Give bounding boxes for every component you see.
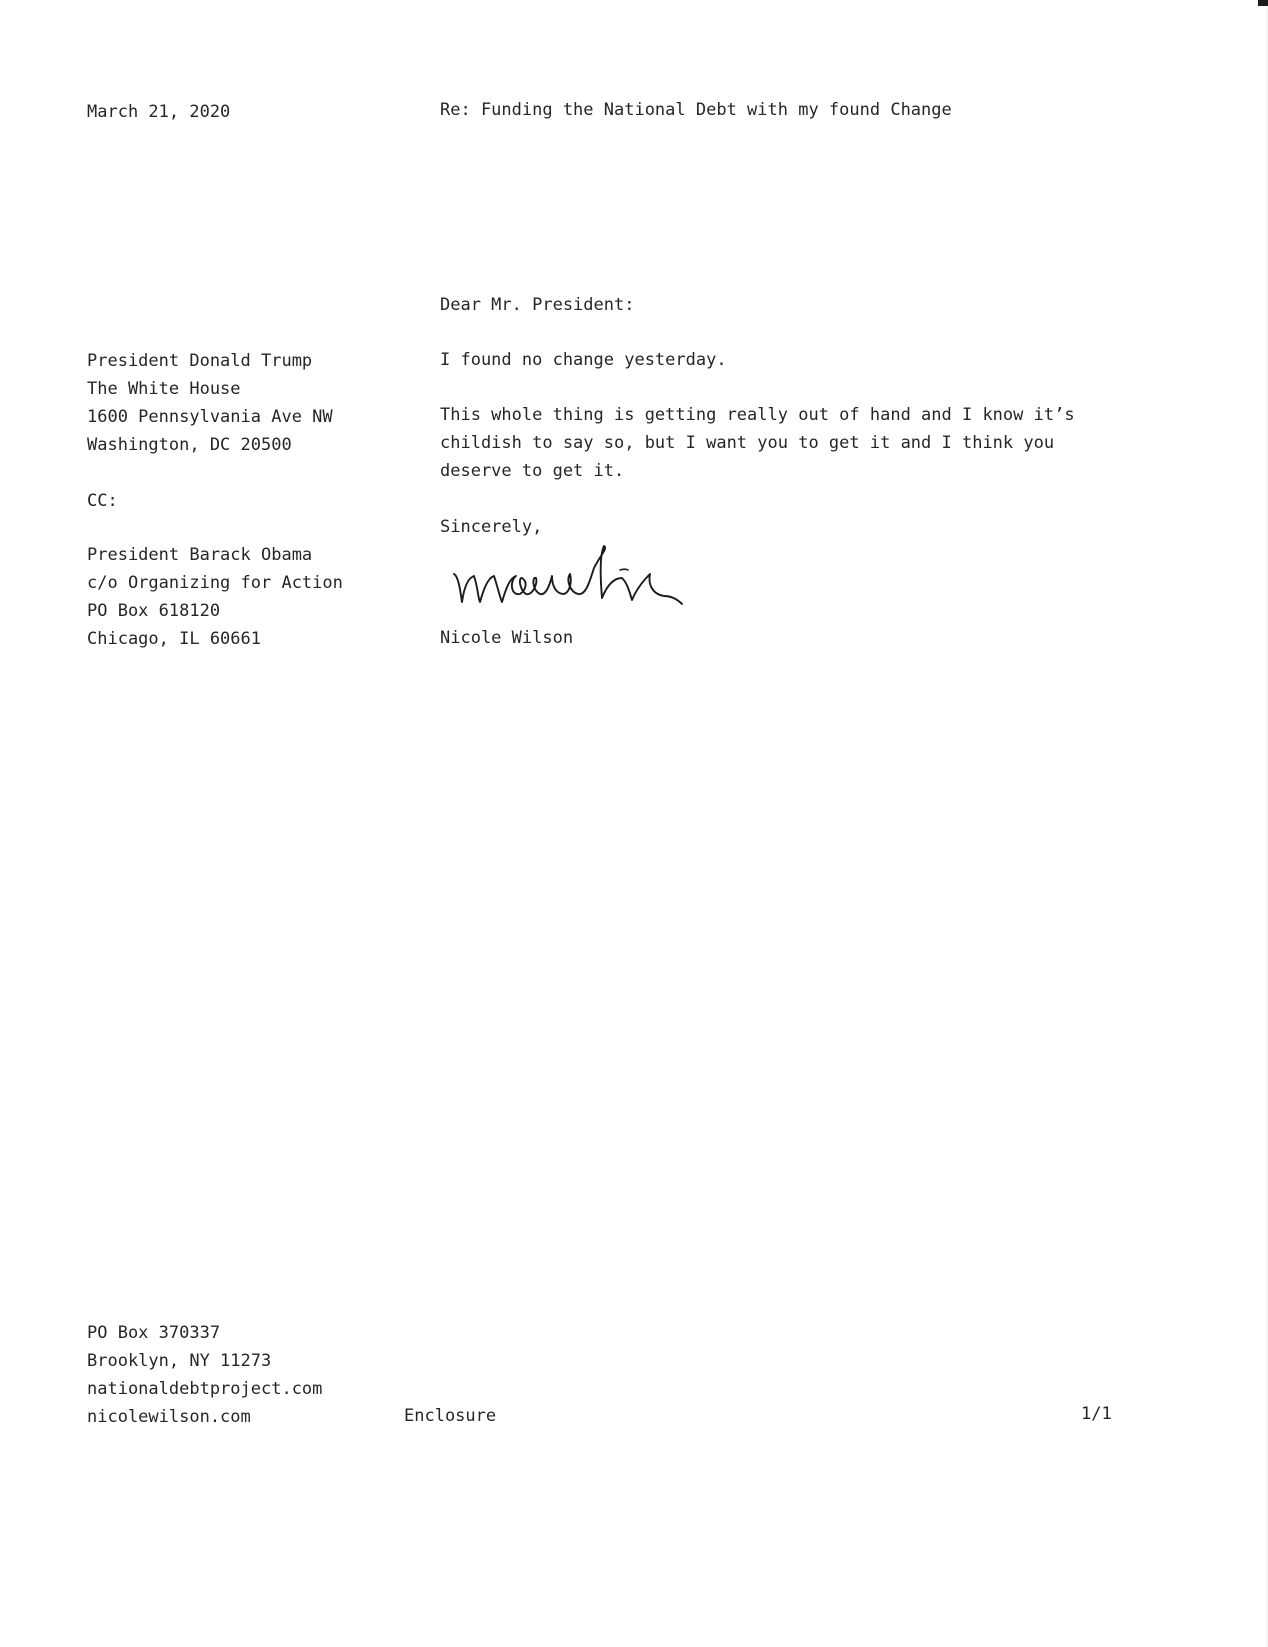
enclosure-note: Enclosure: [404, 1406, 497, 1426]
footer-po-box: PO Box 370337: [87, 1323, 221, 1343]
cc-name: President Barack Obama: [87, 545, 313, 565]
recipient-name: President Donald Trump: [87, 351, 313, 371]
signature-stroke: [454, 546, 682, 604]
signature-name: Nicole Wilson: [440, 628, 574, 648]
body-paragraph-2: [440, 401, 1075, 485]
body-paragraph-line: This whole thing is getting really out of hand and I know it’s: [440, 405, 1075, 425]
recipient-address-line: 1600 Pennsylvania Ave NW: [87, 407, 333, 427]
footer-address-block: [87, 1319, 322, 1431]
recipient-address-block: [87, 347, 333, 459]
letter-subject: Re: Funding the National Debt with my found Change: [440, 100, 952, 120]
cc-label: CC:: [87, 491, 118, 511]
handwritten-signature: [452, 544, 684, 614]
body-paragraph-line: childish to say so, but I want you to get it and I think you: [440, 433, 1055, 453]
cc-address-block: [87, 541, 343, 653]
footer-website-link: nicolewilson.com: [87, 1407, 251, 1427]
body-paragraph-line: deserve to get it.: [440, 461, 625, 481]
footer-website-link: nationaldebtproject.com: [87, 1379, 323, 1399]
recipient-address-line: Washington, DC 20500: [87, 435, 292, 455]
letter-date: March 21, 2020: [87, 102, 231, 122]
cc-address-line: c/o Organizing for Action: [87, 573, 343, 593]
signature-tick: [620, 569, 628, 570]
body-paragraph-1: I found no change yesterday.: [440, 350, 727, 370]
scan-corner-mark: [1258, 0, 1268, 6]
salutation: Dear Mr. President:: [440, 295, 635, 315]
closing: Sincerely,: [440, 517, 543, 537]
page-number: 1/1: [1081, 1404, 1112, 1424]
footer-city-line: Brooklyn, NY 11273: [87, 1351, 272, 1371]
cc-address-line: PO Box 618120: [87, 601, 221, 621]
recipient-address-line: The White House: [87, 379, 241, 399]
cc-address-line: Chicago, IL 60661: [87, 629, 261, 649]
